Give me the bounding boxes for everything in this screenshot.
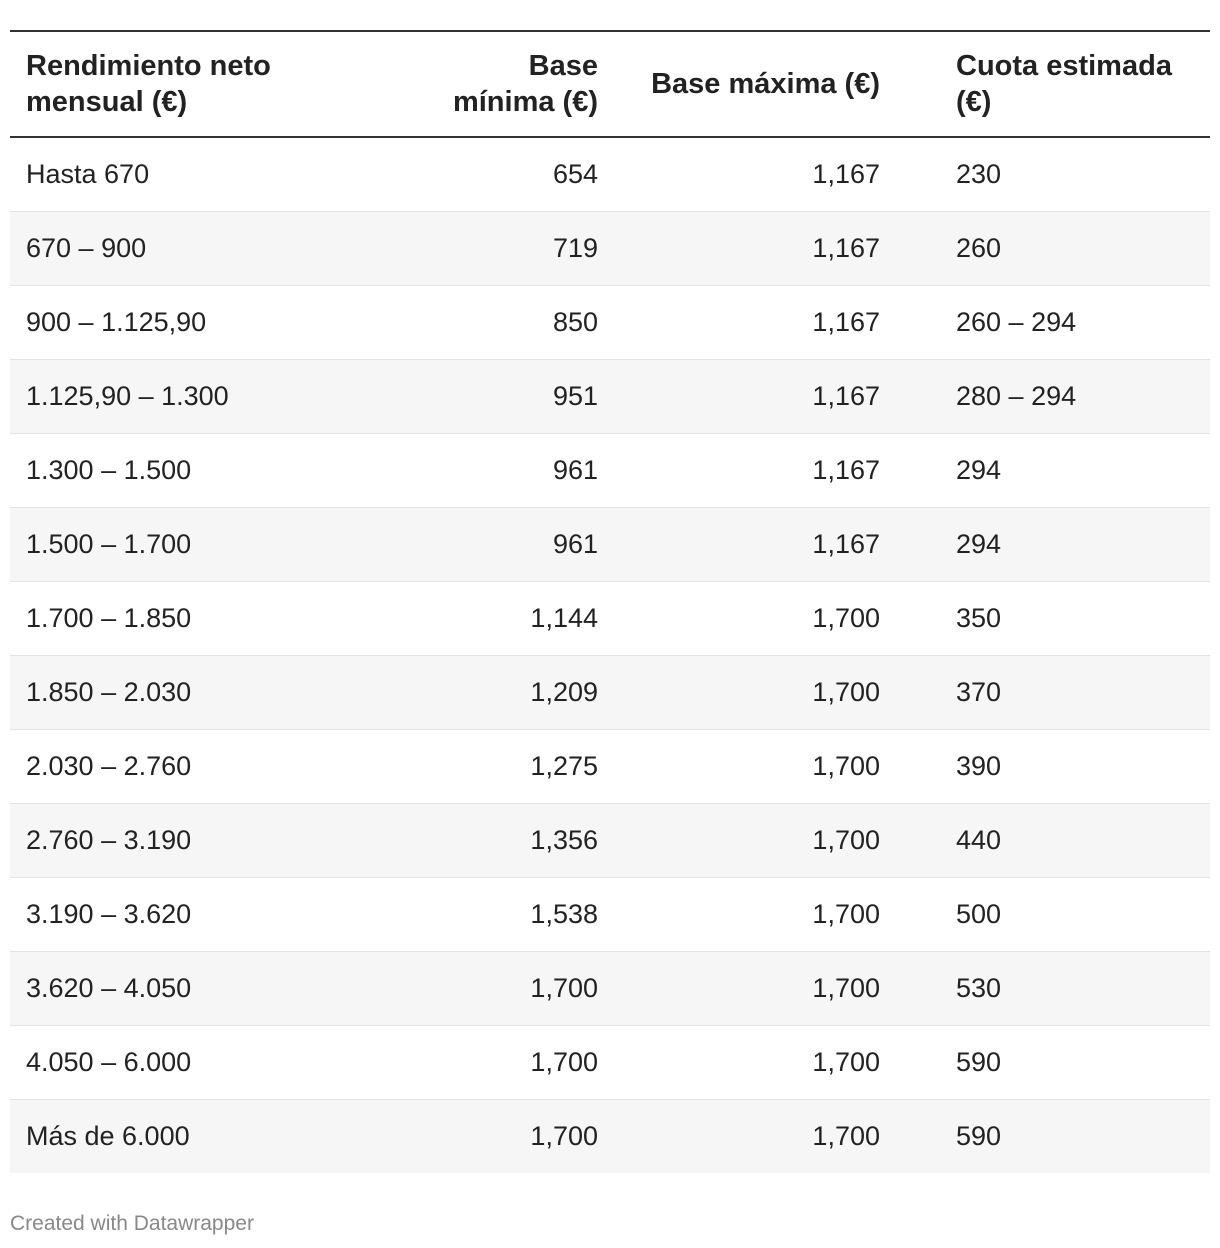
cell-rendimiento: 1.300 – 1.500 (10, 434, 404, 508)
cell-cuota-estimada: 440 (896, 804, 1210, 878)
cell-base-minima: 1,275 (404, 730, 614, 804)
table-row (10, 434, 1210, 508)
cell-base-maxima: 1,700 (614, 804, 896, 878)
table-row (10, 286, 1210, 360)
table-row (10, 656, 1210, 730)
cell-base-maxima: 1,167 (614, 137, 896, 212)
cell-cuota-estimada: 260 – 294 (896, 286, 1210, 360)
cell-base-minima: 1,538 (404, 878, 614, 952)
cell-rendimiento: Hasta 670 (10, 137, 404, 212)
cell-base-maxima: 1,700 (614, 952, 896, 1026)
cell-base-maxima: 1,700 (614, 656, 896, 730)
cell-base-minima: 1,700 (404, 952, 614, 1026)
table-container (10, 30, 1210, 1173)
table-row (10, 360, 1210, 434)
cell-rendimiento: 3.620 – 4.050 (10, 952, 404, 1026)
cell-base-maxima: 1,700 (614, 582, 896, 656)
cell-base-minima: 961 (404, 508, 614, 582)
cell-base-minima: 1,209 (404, 656, 614, 730)
table-row (10, 878, 1210, 952)
cell-cuota-estimada: 590 (896, 1100, 1210, 1174)
table-row (10, 137, 1210, 212)
cell-base-minima: 1,700 (404, 1100, 614, 1174)
table-body (10, 137, 1210, 1173)
cell-cuota-estimada: 230 (896, 137, 1210, 212)
cell-rendimiento: Más de 6.000 (10, 1100, 404, 1174)
column-header-cuota-estimada: Cuota estimada (€) (896, 31, 1210, 137)
cell-rendimiento: 1.700 – 1.850 (10, 582, 404, 656)
cell-rendimiento: 900 – 1.125,90 (10, 286, 404, 360)
table-row (10, 804, 1210, 878)
cell-rendimiento: 4.050 – 6.000 (10, 1026, 404, 1100)
datawrapper-credit: Created with Datawrapper (10, 1212, 254, 1235)
cell-base-maxima: 1,167 (614, 360, 896, 434)
cell-rendimiento: 3.190 – 3.620 (10, 878, 404, 952)
cell-base-minima: 1,700 (404, 1026, 614, 1100)
cell-cuota-estimada: 294 (896, 508, 1210, 582)
column-header-base-maxima: Base máxima (€) (614, 31, 896, 137)
header-row (10, 31, 1210, 137)
cell-base-minima: 961 (404, 434, 614, 508)
cell-base-maxima: 1,700 (614, 730, 896, 804)
cell-rendimiento: 1.500 – 1.700 (10, 508, 404, 582)
cell-base-maxima: 1,700 (614, 878, 896, 952)
cell-cuota-estimada: 530 (896, 952, 1210, 1026)
table-row (10, 582, 1210, 656)
table-header (10, 31, 1210, 137)
cell-base-minima: 850 (404, 286, 614, 360)
cell-base-maxima: 1,167 (614, 212, 896, 286)
cell-rendimiento: 2.760 – 3.190 (10, 804, 404, 878)
table-row (10, 1026, 1210, 1100)
table-row (10, 730, 1210, 804)
cell-base-minima: 951 (404, 360, 614, 434)
cell-cuota-estimada: 260 (896, 212, 1210, 286)
table-row (10, 1100, 1210, 1174)
cell-base-minima: 654 (404, 137, 614, 212)
cell-rendimiento: 1.850 – 2.030 (10, 656, 404, 730)
cell-base-maxima: 1,167 (614, 508, 896, 582)
cell-rendimiento: 2.030 – 2.760 (10, 730, 404, 804)
cell-cuota-estimada: 294 (896, 434, 1210, 508)
cell-base-minima: 1,144 (404, 582, 614, 656)
cell-cuota-estimada: 590 (896, 1026, 1210, 1100)
cell-base-minima: 719 (404, 212, 614, 286)
cell-base-maxima: 1,700 (614, 1026, 896, 1100)
cell-base-minima: 1,356 (404, 804, 614, 878)
cell-base-maxima: 1,167 (614, 434, 896, 508)
table-row (10, 212, 1210, 286)
cell-rendimiento: 1.125,90 – 1.300 (10, 360, 404, 434)
cell-cuota-estimada: 280 – 294 (896, 360, 1210, 434)
table-row (10, 952, 1210, 1026)
table-row (10, 508, 1210, 582)
cell-base-maxima: 1,700 (614, 1100, 896, 1174)
cell-base-maxima: 1,167 (614, 286, 896, 360)
column-header-base-minima: Base mínima (€) (404, 31, 614, 137)
cell-cuota-estimada: 350 (896, 582, 1210, 656)
cell-cuota-estimada: 500 (896, 878, 1210, 952)
cell-cuota-estimada: 390 (896, 730, 1210, 804)
cell-cuota-estimada: 370 (896, 656, 1210, 730)
cell-rendimiento: 670 – 900 (10, 212, 404, 286)
data-table (10, 30, 1210, 1173)
column-header-rendimiento: Rendimiento neto mensual (€) (10, 31, 404, 137)
